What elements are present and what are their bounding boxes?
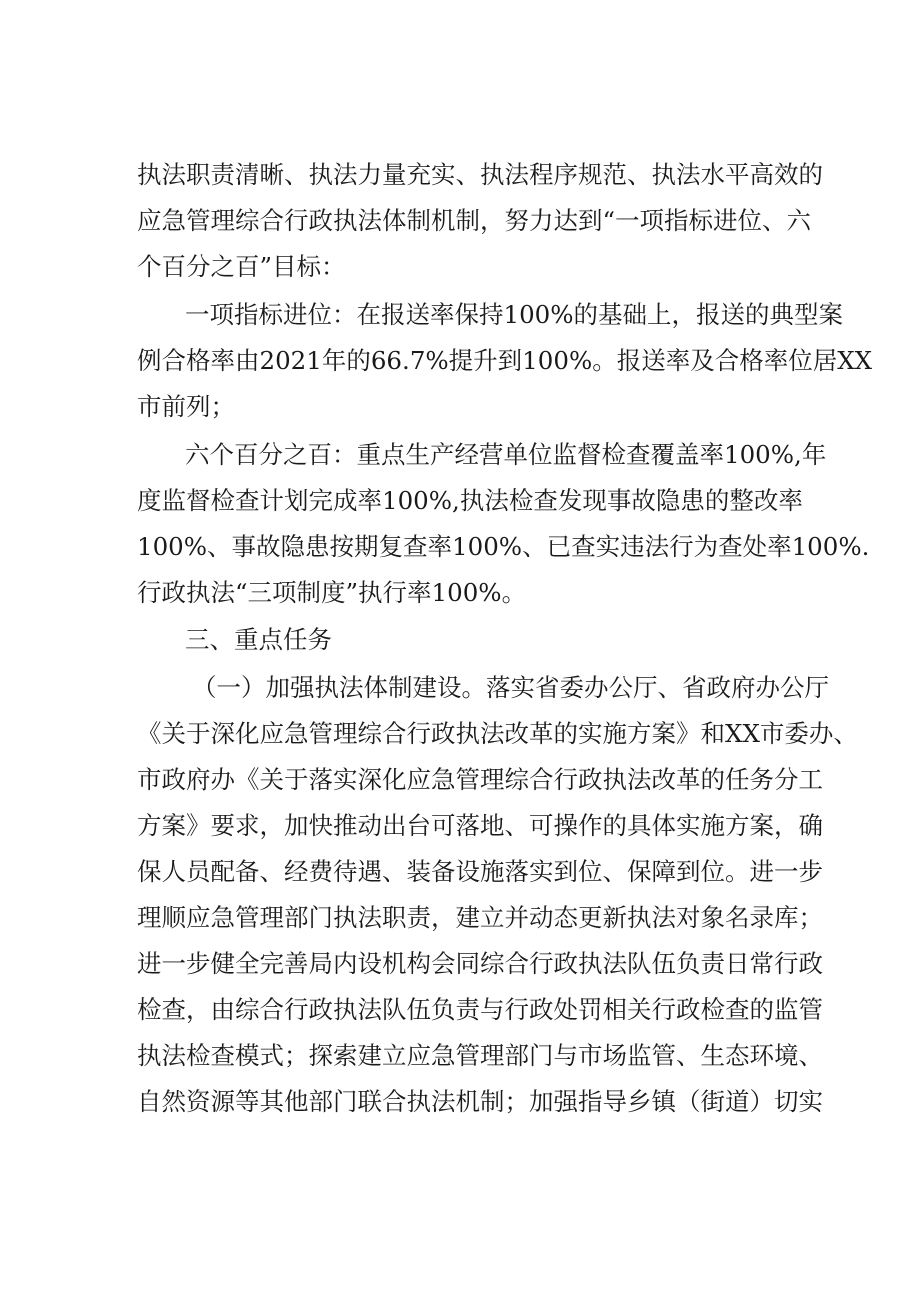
body-text-line: 市前列； bbox=[137, 392, 235, 421]
body-text-line: 100%、事故隐患按期复查率100%、已查实违法行为查处率100%. bbox=[137, 532, 870, 561]
body-text-line: 度监督检查计划完成率100%,执法检查发现事故隐患的整改率 bbox=[137, 486, 803, 515]
section-heading: 三、重点任务 bbox=[185, 625, 332, 654]
body-text-line: 执法职责清晰、执法力量充实、执法程序规范、执法水平高效的 bbox=[137, 160, 823, 189]
body-text-line: 《关于深化应急管理综合行政执法改革的实施方案》和XX市委办、 bbox=[137, 719, 858, 748]
body-text-line: 理顺应急管理部门执法职责，建立并动态更新执法对象名录库； bbox=[137, 903, 823, 932]
body-text-line: 方案》要求，加快推动出台可落地、可操作的具体实施方案，确 bbox=[137, 811, 823, 840]
body-text-line: 保人员配备、经费待遇、装备设施落实到位、保障到位。进一步 bbox=[137, 857, 823, 886]
body-text-line: 检查，由综合行政执法队伍负责与行政处罚相关行政检查的监管 bbox=[137, 995, 823, 1024]
body-text-line: 例合格率由2021年的66.7%提升到100%。报送率及合格率位居XX bbox=[137, 346, 873, 375]
body-text-line: 个百分之百”目标： bbox=[137, 252, 346, 281]
body-text-line: （一）加强执法体制建设。落实省委办公厅、省政府办公厅 bbox=[192, 673, 829, 702]
body-text-line: 自然资源等其他部门联合执法机制；加强指导乡镇（街道）切实 bbox=[137, 1087, 823, 1116]
body-text-line: 应急管理综合行政执法体制机制，努力达到“一项指标进位、六 bbox=[137, 206, 812, 235]
body-text-line: 行政执法“三项制度”执行率100%。 bbox=[137, 578, 527, 607]
body-text-line: 进一步健全完善局内设机构会同综合行政执法队伍负责日常行政 bbox=[137, 949, 823, 978]
body-text-line: 六个百分之百：重点生产经营单位监督检查覆盖率100%,年 bbox=[185, 440, 827, 469]
body-text-line: 一项指标进位：在报送率保持100%的基础上，报送的典型案 bbox=[185, 300, 844, 329]
body-text-line: 执法检查模式；探索建立应急管理部门与市场监管、生态环境、 bbox=[137, 1041, 823, 1070]
body-text-line: 市政府办《关于落实深化应急管理综合行政执法改革的任务分工 bbox=[137, 765, 823, 794]
